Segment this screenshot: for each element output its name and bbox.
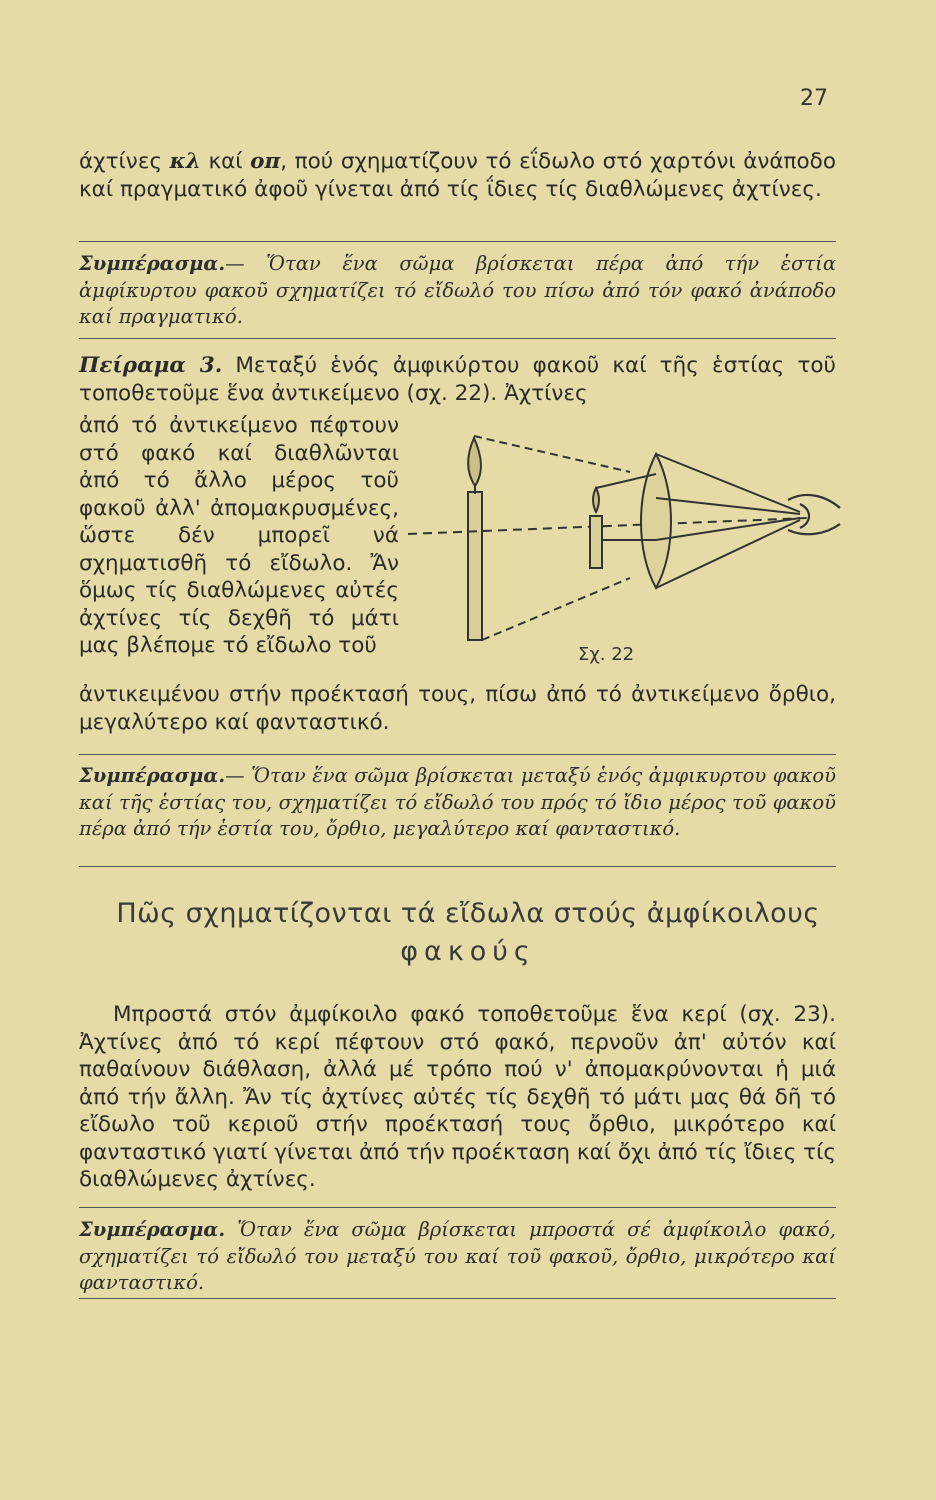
rule-top-1 xyxy=(79,241,836,242)
candle-body xyxy=(468,492,482,640)
conclusion-2-label: Συμπέρασμα. xyxy=(79,764,226,787)
object-candle xyxy=(590,516,602,568)
ray-top-eye xyxy=(656,454,800,512)
conclusion-2-text: — Ὅταν ἕνα σῶμα βρίσκεται μεταξύ ἑνός ἀμφικυρτου φακοῦ καί τῆς ἑστίας του, σχηματίζει τό εἴδωλό του πρός τό ἴδιο μέρος τοῦ φακοῦ πέρα ἀπό τήν ἑστία του, ὄρθιο, μεγαλύτερο καί φανταστικό. xyxy=(79,764,836,840)
figure-22-diagram xyxy=(408,412,848,652)
conclusion-3-label: Συμπέρασμα. xyxy=(79,1218,226,1241)
ray-label-kl: κλ xyxy=(169,149,201,174)
eye xyxy=(788,495,840,534)
page-number: 27 xyxy=(800,86,828,111)
rule-top-3 xyxy=(79,1207,836,1208)
rule-bottom-3 xyxy=(79,1298,836,1299)
experiment-3-wrap: ἀπό τό ἀντικείμενο πέφτουν στό φακό καί διαθλῶνται ἀπό τό ἄλλο μέρος τοῦ φακοῦ ἀλλ' ἀπομακρυσμένες, ὥστε δέν μπορεῖ νά σχηματισθῆ τό εἴδωλο. Ἄν ὅμως τίς διαθλώμενες αὐτές ἀχτίνες τίς δεχθῆ τό μάτι μας βλέπομε τό εἴδωλο τοῦ xyxy=(79,413,399,658)
conclusion-2 xyxy=(79,763,836,843)
rule-top-2 xyxy=(79,754,836,755)
experiment-3-label: Πείραμα 3. xyxy=(79,353,223,378)
experiment-3-lead xyxy=(79,352,836,407)
ray-label-op: οπ xyxy=(250,149,281,174)
p1-pre: άχτίνες xyxy=(79,149,170,174)
experiment-3-start: Μεταξύ ἑνός ἀμφικύρτου φακοῦ καί τῆς ἑστίας τοῦ τοποθετοῦμε ἕνα ἀντικείμενο (σχ. 22). Ἀχτίνες xyxy=(79,353,836,406)
experiment-3-after: ἀντικειμένου στήν προέκτασή τους, πίσω ἀπό τό ἀντικείμενο ὄρθιο, μεγαλύτερο καί φανταστικό. xyxy=(79,682,836,735)
ray-bottom-back xyxy=(482,578,630,640)
ray-bottom-eye xyxy=(656,520,800,588)
ray-top-back xyxy=(474,436,630,472)
p1-mid: καί xyxy=(200,149,251,174)
rule-bottom-1 xyxy=(79,338,836,339)
conclusion-1 xyxy=(79,251,836,331)
figure-22-caption: Σχ. 22 xyxy=(578,644,635,665)
section-heading-line-1: Πῶς σχηματίζονται τά εἴδωλα στούς ἀμφίκοιλους xyxy=(116,898,820,929)
rule-bottom-2 xyxy=(79,866,836,867)
p1-post: , πού σχηματίζουν τό εΐδωλο στό χαρτόνι ἀνάποδο καί πραγματικό ἀφοῦ γίνεται ἀπό τίς ΐδιες τίς διαθλώμενες ἀχτίνες. xyxy=(79,149,836,202)
section-heading-line-2: φακούς xyxy=(400,936,536,967)
conclusion-1-label: Συμπέρασμα. xyxy=(79,252,226,275)
candle-flame xyxy=(468,438,481,486)
paragraph-concave: Μπροστά στόν ἀμφίκοιλο φακό τοποθετοῦμε ἕνα κερί (σχ. 23). Ἀχτίνες ἀπό τό κερί πέφτουν στό φακό, περνοῦν ἀπ' αὐτόν καί παθαίνουν διάθλαση, ἀλλά μέ τρόπο πού ν' ἀπομακρύνονται ἡ μιά ἀπό τήν ἄλλη. Ἄν τίς ἀχτίνες αὐτές τίς δεχθῆ τό μάτι μας θά δῆ τό εἴδωλο τοῦ κεριοῦ στήν προέκτασή τους ὄρθιο, μικρότερο καί φανταστικό γιατί γίνεται ἀπό τήν προέκταση καί ὄχι ἀπό τίς ἴδιες τίς διαθλώμενες ἀχτίνες. xyxy=(79,1002,836,1192)
paragraph-rays xyxy=(79,148,836,203)
conclusion-3 xyxy=(79,1217,836,1297)
conclusion-3-text: Ὅταν ἕνα σῶμα βρίσκεται μπροστά σέ ἀμφίκοιλο φακό, σχηματίζει τό εἴδωλό του μεταξύ του καί τοῦ φακοῦ, ὄρθιο, μικρότερο καί φανταστικό. xyxy=(79,1218,836,1294)
conclusion-1-text: — Ὅταν ἕνα σῶμα βρίσκεται πέρα ἀπό τήν ἑστία ἀμφίκυρτου φακοῦ σχηματίζει τό εἴδωλό του πίσω ἀπό τόν φακό ἀνάποδο καί πραγματικό. xyxy=(79,252,836,328)
